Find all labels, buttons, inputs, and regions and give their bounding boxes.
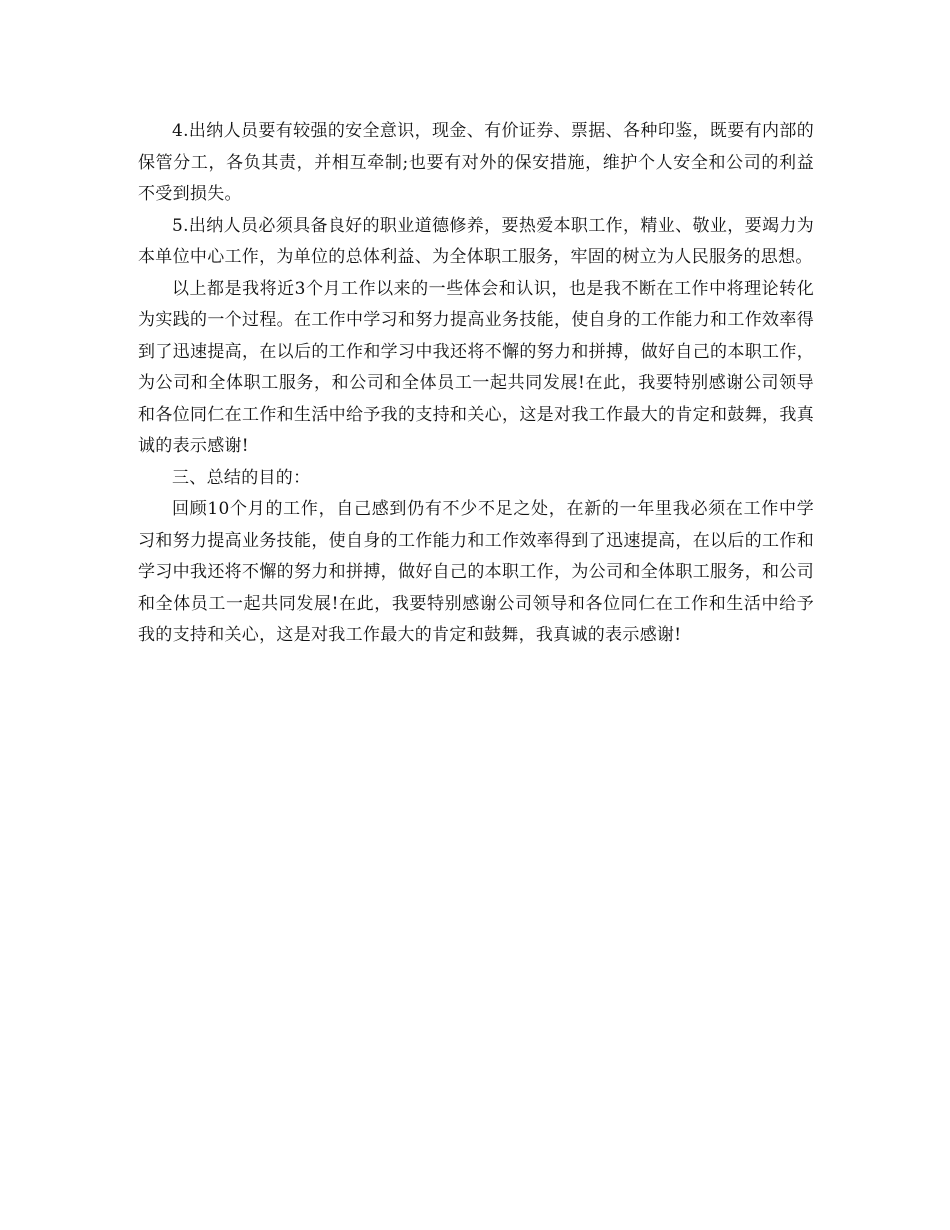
- paragraph-review: 回顾10个月的工作，自己感到仍有不少不足之处，在新的一年里我必须在工作中学习和努力提高业务技能，使自身的工作能力和工作效率得到了迅速提高，在以后的工作和学习中我还将不懈的努力和拼搏，做好自己的本职工作，为公司和全体职工服务，和公司和全体员工一起共同发展!在此，我要特别感谢公司领导和各位同仁在工作和生活中给予我的支持和关心，这是对我工作最大的肯定和鼓舞，我真诚的表示感谢!: [138, 499, 814, 645]
- paragraph-reflection: 以上都是我将近3个月工作以来的一些体会和认识，也是我不断在工作中将理论转化为实践的一个过程。在工作中学习和努力提高业务技能，使自身的工作能力和工作效率得到了迅速提高，在以后的工作和学习中我还将不懈的努力和拼搏，做好自己的本职工作，为公司和全体职工服务，和公司和全体员工一起共同发展!在此，我要特别感谢公司领导和各位同仁在工作和生活中给予我的支持和关心，这是对我工作最大的肯定和鼓舞，我真诚的表示感谢!: [138, 278, 814, 456]
- section-heading-summary-purpose: 三、总结的目的：: [172, 467, 311, 488]
- paragraph-cashier-ethics: 5.出纳人员必须具备良好的职业道德修养，要热爱本职工作，精业、敬业，要竭力为本单位中心工作，为单位的总体利益、为全体职工服务，牢固的树立为人民服务的思想。: [138, 215, 814, 267]
- paragraph-cashier-security: 4.出纳人员要有较强的安全意识，现金、有价证券、票据、各种印鉴，既要有内部的保管分工，各负其责，并相互牵制;也要有对外的保安措施，维护个人安全和公司的利益不受到损失。: [138, 121, 814, 204]
- document-body: [138, 116, 814, 652]
